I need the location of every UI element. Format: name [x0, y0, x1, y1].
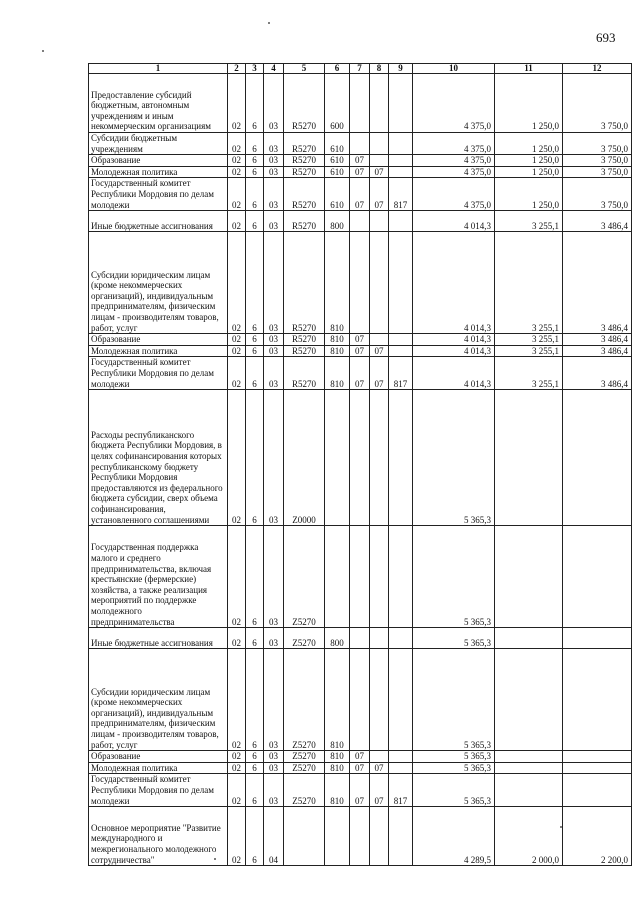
code-cell: 6	[246, 526, 264, 628]
table-body	[89, 74, 632, 866]
code-cell	[370, 211, 389, 232]
amount-cell	[563, 649, 632, 751]
code-cell: 6	[246, 155, 264, 167]
code-cell: 02	[228, 211, 246, 232]
column-header: 3	[246, 64, 264, 74]
code-cell: Z5270	[284, 762, 325, 774]
code-cell: 610	[325, 166, 350, 178]
code-cell: 02	[228, 357, 246, 390]
code-cell	[370, 74, 389, 133]
code-cell	[325, 807, 350, 866]
code-cell: 02	[228, 390, 246, 526]
item-name-cell: Молодежная политика	[89, 762, 228, 774]
table-row	[89, 166, 632, 178]
column-header: 11	[495, 64, 563, 74]
page-number: 693	[596, 30, 616, 45]
amount-cell	[563, 526, 632, 628]
code-cell: 810	[325, 751, 350, 763]
code-cell	[389, 211, 413, 232]
amount-cell: 4 375,0	[413, 155, 495, 167]
amount-cell: 1 250,0	[495, 155, 563, 167]
item-name-cell: Образование	[89, 334, 228, 346]
code-cell: 03	[264, 74, 284, 133]
code-cell	[350, 526, 370, 628]
code-cell	[389, 807, 413, 866]
table-row	[89, 133, 632, 155]
table-row	[89, 155, 632, 167]
code-cell: R5270	[284, 334, 325, 346]
column-header: 1	[89, 64, 228, 74]
scan-speck	[268, 22, 270, 24]
code-cell	[370, 628, 389, 649]
code-cell: 02	[228, 762, 246, 774]
code-cell	[350, 74, 370, 133]
code-cell: 817	[389, 774, 413, 807]
code-cell: 6	[246, 334, 264, 346]
code-cell: 03	[264, 166, 284, 178]
item-name-cell: Иные бюджетные ассигнования	[89, 211, 228, 232]
item-name-cell: Образование	[89, 751, 228, 763]
code-cell: 03	[264, 774, 284, 807]
code-cell: 600	[325, 74, 350, 133]
code-cell: 07	[350, 751, 370, 763]
amount-cell: 4 014,3	[413, 334, 495, 346]
item-name-cell: Образование	[89, 155, 228, 167]
code-cell: 07	[350, 357, 370, 390]
item-name-cell: Государственный комитет Республики Мордовия по делам молодежи	[89, 178, 228, 211]
code-cell: 07	[370, 166, 389, 178]
code-cell	[350, 649, 370, 751]
code-cell: Z5270	[284, 526, 325, 628]
amount-cell: 5 365,3	[413, 762, 495, 774]
amount-cell: 4 014,3	[413, 357, 495, 390]
code-cell: 03	[264, 345, 284, 357]
code-cell: R5270	[284, 232, 325, 334]
code-cell: 810	[325, 762, 350, 774]
amount-cell	[495, 649, 563, 751]
code-cell: 6	[246, 74, 264, 133]
table-row	[89, 232, 632, 334]
column-header: 10	[413, 64, 495, 74]
code-cell: 03	[264, 751, 284, 763]
code-cell: 03	[264, 211, 284, 232]
code-cell: 610	[325, 133, 350, 155]
code-cell	[370, 390, 389, 526]
amount-cell: 1 250,0	[495, 74, 563, 133]
amount-cell	[495, 762, 563, 774]
code-cell: 6	[246, 357, 264, 390]
amount-cell: 3 255,1	[495, 345, 563, 357]
table-row	[89, 74, 632, 133]
column-header: 12	[563, 64, 632, 74]
code-cell: 07	[350, 155, 370, 167]
code-cell	[370, 232, 389, 334]
code-cell	[325, 526, 350, 628]
budget-table	[88, 63, 632, 866]
code-cell: 02	[228, 178, 246, 211]
amount-cell: 2 000,0	[495, 807, 563, 866]
code-cell	[389, 74, 413, 133]
table-row	[89, 357, 632, 390]
code-cell	[389, 649, 413, 751]
code-cell	[370, 526, 389, 628]
code-cell: 6	[246, 628, 264, 649]
code-cell: 03	[264, 232, 284, 334]
table-row	[89, 211, 632, 232]
code-cell: 6	[246, 232, 264, 334]
code-cell: 03	[264, 390, 284, 526]
column-header: 8	[370, 64, 389, 74]
amount-cell	[563, 390, 632, 526]
code-cell: 03	[264, 526, 284, 628]
amount-cell: 3 750,0	[563, 74, 632, 133]
table-row	[89, 628, 632, 649]
code-cell: 07	[370, 762, 389, 774]
table-row	[89, 762, 632, 774]
code-cell: Z5270	[284, 628, 325, 649]
item-name-cell: Молодежная политика	[89, 166, 228, 178]
code-cell: 610	[325, 178, 350, 211]
amount-cell: 4 375,0	[413, 166, 495, 178]
amount-cell: 3 750,0	[563, 178, 632, 211]
amount-cell: 3 255,1	[495, 211, 563, 232]
table-row	[89, 526, 632, 628]
header-row	[89, 64, 632, 74]
amount-cell: 5 365,3	[413, 526, 495, 628]
code-cell: 6	[246, 166, 264, 178]
code-cell: R5270	[284, 178, 325, 211]
item-name-cell: Субсидии бюджетным учреждениям	[89, 133, 228, 155]
column-header: 9	[389, 64, 413, 74]
code-cell	[389, 751, 413, 763]
code-cell: 6	[246, 649, 264, 751]
column-header: 7	[350, 64, 370, 74]
code-cell: 07	[370, 178, 389, 211]
code-cell: 02	[228, 628, 246, 649]
item-name-cell: Иные бюджетные ассигнования	[89, 628, 228, 649]
code-cell	[370, 155, 389, 167]
code-cell: 6	[246, 762, 264, 774]
code-cell: 03	[264, 357, 284, 390]
code-cell: 03	[264, 762, 284, 774]
item-name-cell: Государственный комитет Республики Мордовия по делам молодежи	[89, 774, 228, 807]
table-row	[89, 334, 632, 346]
code-cell: 03	[264, 649, 284, 751]
code-cell	[389, 628, 413, 649]
amount-cell: 3 255,1	[495, 232, 563, 334]
code-cell	[350, 232, 370, 334]
item-name-cell: Субсидии юридическим лицам (кроме некоммерческих организаций), индивидуальным предпринимателям, физическим лицам - производителям товаров, работ, услуг	[89, 649, 228, 751]
amount-cell: 4 014,3	[413, 232, 495, 334]
amount-cell: 4 375,0	[413, 74, 495, 133]
amount-cell	[495, 526, 563, 628]
code-cell: R5270	[284, 155, 325, 167]
code-cell: 07	[350, 345, 370, 357]
amount-cell: 3 255,1	[495, 334, 563, 346]
code-cell: Z0000	[284, 390, 325, 526]
code-cell	[389, 526, 413, 628]
code-cell	[389, 762, 413, 774]
code-cell: 03	[264, 155, 284, 167]
code-cell	[350, 807, 370, 866]
amount-cell: 5 365,3	[413, 390, 495, 526]
code-cell: 03	[264, 178, 284, 211]
amount-cell: 4 375,0	[413, 178, 495, 211]
amount-cell: 5 365,3	[413, 628, 495, 649]
table-row	[89, 774, 632, 807]
code-cell: 03	[264, 628, 284, 649]
item-name-cell: Молодежная политика	[89, 345, 228, 357]
code-cell: 810	[325, 334, 350, 346]
item-name-cell: Государственный комитет Республики Мордовия по делам молодежи	[89, 357, 228, 390]
code-cell: 02	[228, 74, 246, 133]
column-header: 5	[284, 64, 325, 74]
code-cell: R5270	[284, 133, 325, 155]
amount-cell: 5 365,3	[413, 751, 495, 763]
code-cell: 810	[325, 774, 350, 807]
code-cell: 07	[370, 774, 389, 807]
amount-cell: 2 200,0	[563, 807, 632, 866]
amount-cell: 5 365,3	[413, 774, 495, 807]
scan-speck	[42, 50, 44, 52]
code-cell: 6	[246, 345, 264, 357]
code-cell: 07	[350, 762, 370, 774]
code-cell: 02	[228, 166, 246, 178]
code-cell: 04	[264, 807, 284, 866]
code-cell	[350, 390, 370, 526]
code-cell: 02	[228, 133, 246, 155]
code-cell: 02	[228, 155, 246, 167]
code-cell: Z5270	[284, 774, 325, 807]
amount-cell: 3 750,0	[563, 166, 632, 178]
code-cell	[370, 649, 389, 751]
code-cell: 07	[350, 166, 370, 178]
code-cell: 817	[389, 357, 413, 390]
code-cell	[389, 334, 413, 346]
code-cell: 02	[228, 232, 246, 334]
code-cell: 07	[370, 345, 389, 357]
code-cell: 02	[228, 649, 246, 751]
code-cell: 02	[228, 526, 246, 628]
code-cell	[350, 628, 370, 649]
code-cell: R5270	[284, 345, 325, 357]
item-name-cell: Предоставление субсидий бюджетным, автономным учреждениям и иным некоммерческим организациям	[89, 74, 228, 133]
table-row	[89, 345, 632, 357]
code-cell: 02	[228, 807, 246, 866]
code-cell: R5270	[284, 357, 325, 390]
amount-cell: 4 289,5	[413, 807, 495, 866]
scan-speck	[560, 826, 562, 828]
code-cell: 810	[325, 345, 350, 357]
amount-cell	[563, 762, 632, 774]
item-name-cell: Государственная поддержка малого и среднего предпринимательства, включая крестьянские (фермерские) хозяйства, а также реализация мероприятий по поддержке молодежного предпринимательства	[89, 526, 228, 628]
item-name-cell: Расходы республиканского бюджета Республики Мордовия, в целях софинансирования которых республиканскому бюджету Республики Мордовия предоставляются из федерального бюджета субсидии, сверх объема софинансирования, установленного соглашениями	[89, 390, 228, 526]
amount-cell: 4 375,0	[413, 133, 495, 155]
code-cell: 817	[389, 178, 413, 211]
amount-cell: 3 486,4	[563, 345, 632, 357]
code-cell	[389, 232, 413, 334]
amount-cell: 3 486,4	[563, 334, 632, 346]
amount-cell: 3 255,1	[495, 357, 563, 390]
amount-cell: 1 250,0	[495, 166, 563, 178]
code-cell: 03	[264, 133, 284, 155]
table-row	[89, 807, 632, 866]
column-header: 4	[264, 64, 284, 74]
code-cell	[389, 166, 413, 178]
code-cell: 6	[246, 807, 264, 866]
amount-cell	[495, 390, 563, 526]
amount-cell: 3 486,4	[563, 357, 632, 390]
code-cell: 810	[325, 357, 350, 390]
code-cell	[389, 155, 413, 167]
code-cell: 07	[370, 357, 389, 390]
table-row	[89, 390, 632, 526]
code-cell	[370, 334, 389, 346]
code-cell: 6	[246, 751, 264, 763]
code-cell: 07	[350, 774, 370, 807]
code-cell: 800	[325, 211, 350, 232]
code-cell	[370, 751, 389, 763]
amount-cell: 3 486,4	[563, 211, 632, 232]
code-cell	[325, 390, 350, 526]
amount-cell	[563, 774, 632, 807]
code-cell: 810	[325, 232, 350, 334]
code-cell: 800	[325, 628, 350, 649]
code-cell: 03	[264, 334, 284, 346]
code-cell: 6	[246, 774, 264, 807]
amount-cell: 1 250,0	[495, 133, 563, 155]
code-cell: 02	[228, 334, 246, 346]
code-cell	[350, 133, 370, 155]
amount-cell	[495, 751, 563, 763]
amount-cell	[563, 628, 632, 649]
amount-cell: 3 486,4	[563, 232, 632, 334]
code-cell: 610	[325, 155, 350, 167]
code-cell	[389, 133, 413, 155]
item-name-cell: Основное мероприятие "Развитие международного и межрегионального молодежного сотрудничества"	[89, 807, 228, 866]
code-cell	[350, 211, 370, 232]
amount-cell	[495, 774, 563, 807]
code-cell: 6	[246, 390, 264, 526]
table-row	[89, 649, 632, 751]
amount-cell: 4 014,3	[413, 211, 495, 232]
code-cell	[389, 345, 413, 357]
table-row	[89, 178, 632, 211]
code-cell: 02	[228, 751, 246, 763]
code-cell	[389, 390, 413, 526]
amount-cell	[563, 751, 632, 763]
amount-cell: 4 014,3	[413, 345, 495, 357]
code-cell: 6	[246, 133, 264, 155]
code-cell: R5270	[284, 211, 325, 232]
code-cell: 810	[325, 649, 350, 751]
code-cell: 02	[228, 774, 246, 807]
code-cell: 07	[350, 334, 370, 346]
column-header: 2	[228, 64, 246, 74]
amount-cell: 1 250,0	[495, 178, 563, 211]
code-cell: R5270	[284, 74, 325, 133]
scan-speck	[214, 858, 216, 860]
code-cell: 02	[228, 345, 246, 357]
amount-cell	[495, 628, 563, 649]
code-cell: R5270	[284, 166, 325, 178]
code-cell: Z5270	[284, 751, 325, 763]
column-header: 6	[325, 64, 350, 74]
code-cell: 6	[246, 178, 264, 211]
amount-cell: 3 750,0	[563, 133, 632, 155]
amount-cell: 3 750,0	[563, 155, 632, 167]
code-cell	[370, 133, 389, 155]
code-cell: 07	[350, 178, 370, 211]
code-cell: Z5270	[284, 649, 325, 751]
item-name-cell: Субсидии юридическим лицам (кроме некоммерческих организаций), индивидуальным предпринимателям, физическим лицам - производителям товаров, работ, услуг	[89, 232, 228, 334]
amount-cell: 5 365,3	[413, 649, 495, 751]
code-cell	[370, 807, 389, 866]
table-row	[89, 751, 632, 763]
code-cell: 6	[246, 211, 264, 232]
code-cell	[284, 807, 325, 866]
